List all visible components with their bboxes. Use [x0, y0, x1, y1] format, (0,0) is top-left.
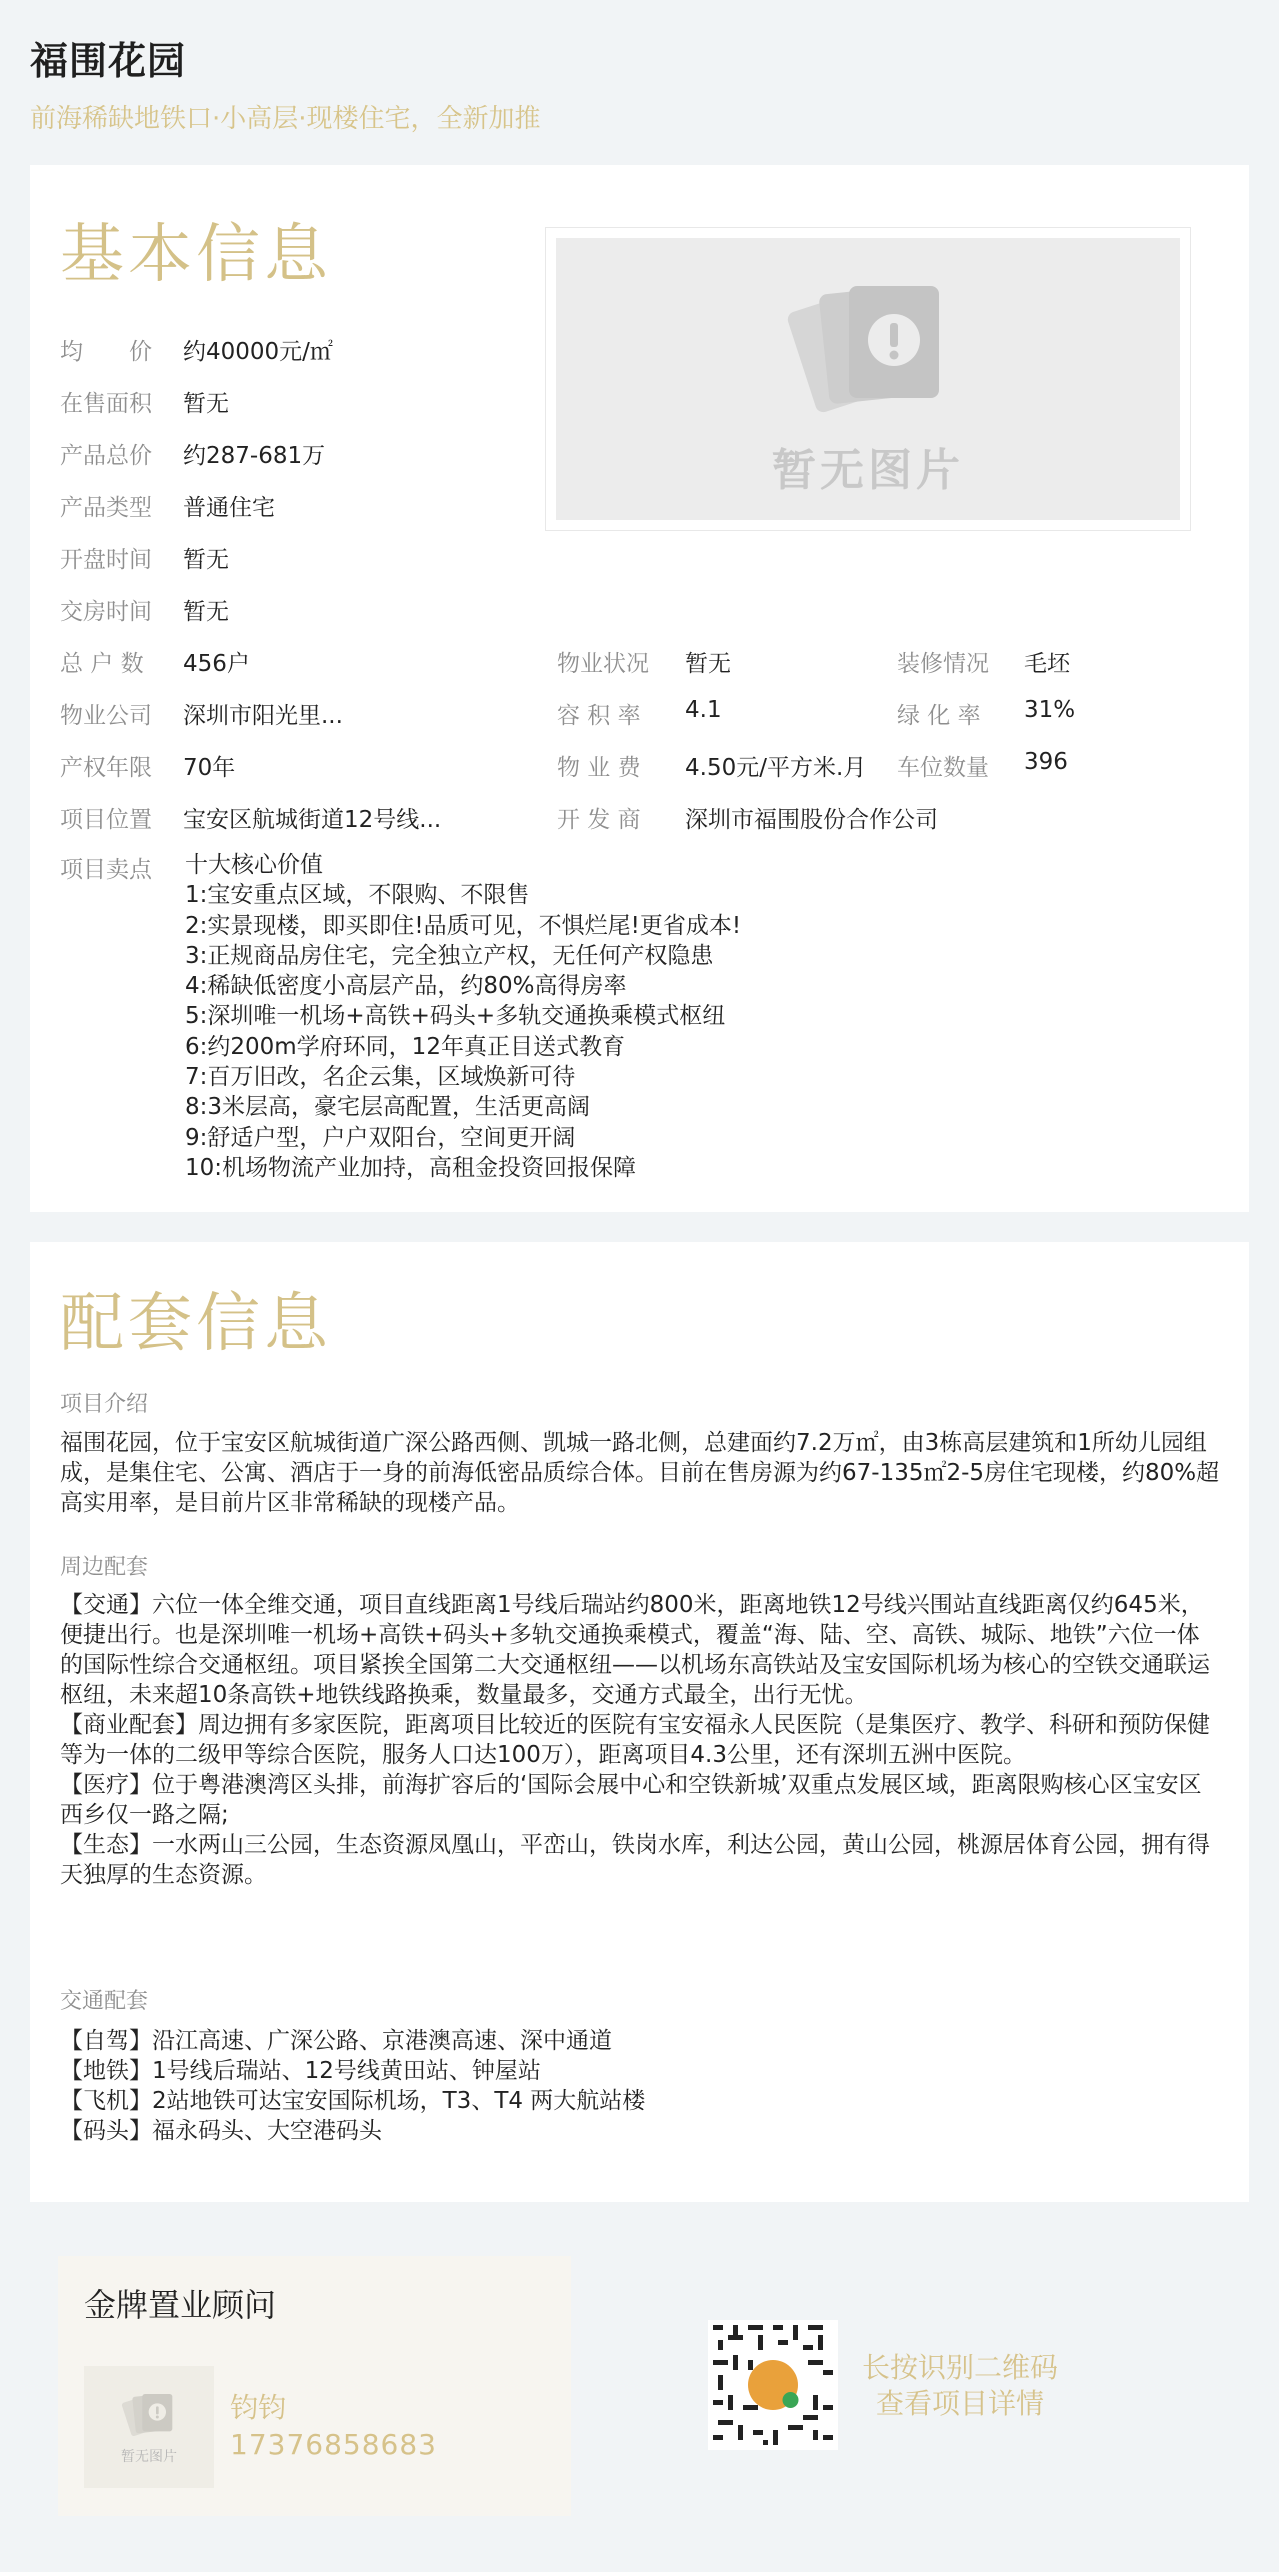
- developer-value: 深圳市福围股份合作公司: [685, 807, 938, 833]
- around-text: [60, 1590, 1220, 1890]
- qr-hint-line2: 查看项目详情: [875, 2387, 1044, 2420]
- advisor-title: 金牌置业顾问: [84, 2286, 277, 2324]
- selling-point-item: 十大核心价值: [185, 852, 323, 878]
- location-label: 项目位置: [60, 807, 152, 833]
- no-image-icon: [779, 268, 959, 418]
- advisor-phone[interactable]: 17376858683: [230, 2428, 437, 2461]
- households-label: 总 户 数: [60, 651, 144, 677]
- around-item: 【商业配套】周边拥有多家医院，距离项目比较近的医院有宝安福永人民医院（是集医疗、教学、科研和预防保健等为一体的二级甲等综合医院，服务人口达100万），距离项目4.3公里，还有深圳五洲中医院。: [60, 1712, 1210, 1768]
- green-ratio-label: 绿 化 率: [897, 703, 981, 729]
- avg-price-label: 均 价: [60, 339, 152, 365]
- selling-points-list: [185, 850, 741, 1183]
- property-status-label: 物业状况: [557, 651, 649, 677]
- basic-info-card: [30, 165, 1249, 1212]
- open-time-label: 开盘时间: [60, 547, 152, 573]
- property-fee-label: 物 业 费: [557, 755, 641, 781]
- property-status-value: 暂无: [685, 651, 731, 677]
- page-subtitle: 前海稀缺地铁口·小高层·现楼住宅，全新加推: [30, 104, 541, 134]
- no-image-text: 暂无图片: [772, 445, 964, 496]
- selling-points-label: 项目卖点: [60, 857, 152, 883]
- around-item: 【医疗】位于粤港澳湾区头排，前海扩容后的‘国际会展中心和空铁新城’双重点发展区域，距离限购核心区宝安区西乡仅一路之隔;: [60, 1772, 1202, 1828]
- intro-heading: 项目介绍: [60, 1392, 149, 1417]
- plot-ratio-value: 4.1: [685, 697, 722, 723]
- support-info-card: [30, 1242, 1249, 2202]
- around-item: 【生态】一水两山三公园，生态资源凤凰山，平峦山，铁岗水库，利达公园，黄山公园，桃源居体育公园，拥有得天独厚的生态资源。: [60, 1832, 1210, 1888]
- product-type-label: 产品类型: [60, 495, 152, 521]
- traffic-item: 【码头】福永码头、大空港码头: [60, 2118, 382, 2144]
- decoration-label: 装修情况: [897, 651, 989, 677]
- traffic-item: 【自驾】沿江高速、广深公路、京港澳高速、深中通道: [60, 2028, 612, 2054]
- avatar: [84, 2366, 214, 2488]
- selling-point-item: 9:舒适户型，户户双阳台，空间更开阔: [185, 1124, 576, 1151]
- open-time-value: 暂无: [183, 547, 229, 573]
- intro-paragraph: 福围花园，位于宝安区航城街道广深公路西侧、凯城一路北侧，总建面约7.2万㎡，由3栋高层建筑和1所幼儿园组成，是集住宅、公寓、酒店于一身的前海低密品质综合体。目前在售房源为约67-135㎡2-5房住宅现楼，约80%超高实用率，是目前片区非常稀缺的现楼产品。: [60, 1430, 1220, 1516]
- section-title-support: 配套信息: [60, 1287, 332, 1361]
- traffic-item: 【地铁】1号线后瑞站、12号线黄田站、钟屋站: [60, 2058, 541, 2084]
- total-price-value: 约287-681万: [183, 443, 326, 469]
- qr-hint: [860, 2350, 1060, 2422]
- traffic-text: [60, 2026, 1220, 2146]
- parking-value: 396: [1024, 749, 1068, 775]
- intro-text: [60, 1428, 1220, 1518]
- location-value[interactable]: 宝安区航城街道12号线...: [183, 807, 442, 833]
- selling-point-item: 1:宝安重点区域，不限购、不限售: [185, 882, 530, 909]
- parking-label: 车位数量: [897, 755, 989, 781]
- qr-hint-line1: 长按识别二维码: [861, 2351, 1058, 2384]
- advisor-card[interactable]: [58, 2256, 571, 2516]
- qr-code[interactable]: [708, 2320, 838, 2450]
- on-sale-area-label: 在售面积: [60, 391, 152, 417]
- selling-point-item: 2:实景现楼，即买即住!品质可见，不惧烂尾!更省成本!: [185, 912, 742, 939]
- plot-ratio-label: 容 积 率: [557, 703, 641, 729]
- tenure-value: 70年: [183, 755, 236, 781]
- avg-price-value: 约40000元/㎡: [183, 339, 333, 365]
- on-sale-area-value: 暂无: [183, 391, 229, 417]
- avatar-text: 暂无图片: [121, 2449, 177, 2465]
- property-fee-value: 4.50元/平方米.月: [685, 755, 867, 781]
- section-title-basic: 基本信息: [60, 218, 332, 292]
- households-value: 456户: [183, 651, 250, 677]
- traffic-heading: 交通配套: [60, 1989, 149, 2014]
- property-company-value: 深圳市阳光里...: [183, 703, 343, 729]
- no-image-icon: [119, 2388, 179, 2438]
- around-heading: 周边配套: [60, 1555, 149, 1580]
- page-title: 福围花园: [30, 39, 187, 83]
- decoration-value: 毛坯: [1024, 651, 1070, 677]
- selling-point-item: 7:百万旧改，名企云集，区域焕新可待: [185, 1064, 576, 1091]
- selling-point-item: 8:3米层高，豪宅层高配置，生活更高阔: [185, 1094, 591, 1121]
- property-company-label: 物业公司: [60, 703, 152, 729]
- total-price-label: 产品总价: [60, 443, 152, 469]
- selling-point-item: 6:约200m学府环同，12年真正目送式教育: [185, 1033, 625, 1060]
- selling-point-item: 10:机场物流产业加持，高租金投资回报保障: [185, 1154, 637, 1181]
- delivery-time-label: 交房时间: [60, 599, 152, 625]
- selling-point-item: 3:正规商品房住宅，完全独立产权，无任何产权隐患: [185, 942, 714, 969]
- green-ratio-value: 31%: [1024, 697, 1076, 723]
- around-item: 【交通】六位一体全维交通，项目直线距离1号线后瑞站约800米，距离地铁12号线兴围站直线距离仅约645米，便捷出行。也是深圳唯一机场+高铁+码头+多轨交通换乘模式，覆盖“海、陆、空、高铁、城际、地铁”六位一体的国际性综合交通枢纽。项目紧挨全国第二大交通枢纽——以机场东高铁站及宝安国际机场为核心的空铁交通联运枢纽，未来超10条高铁+地铁线路换乘，数量最多，交通方式最全，出行无忧。: [60, 1592, 1210, 1708]
- selling-point-item: 5:深圳唯一机场+高铁+码头+多轨交通换乘模式枢纽: [185, 1003, 726, 1030]
- selling-point-item: 4:稀缺低密度小高层产品，约80%高得房率: [185, 973, 627, 1000]
- delivery-time-value: 暂无: [183, 599, 229, 625]
- tenure-label: 产权年限: [60, 755, 152, 781]
- project-image-placeholder[interactable]: [545, 227, 1191, 531]
- developer-label: 开 发 商: [557, 807, 641, 833]
- product-type-value: 普通住宅: [183, 495, 275, 521]
- qr-code-icon: [708, 2320, 838, 2450]
- advisor-name: 钧钧: [230, 2391, 287, 2424]
- traffic-item: 【飞机】2站地铁可达宝安国际机场，T3、T4 两大航站楼: [60, 2088, 646, 2114]
